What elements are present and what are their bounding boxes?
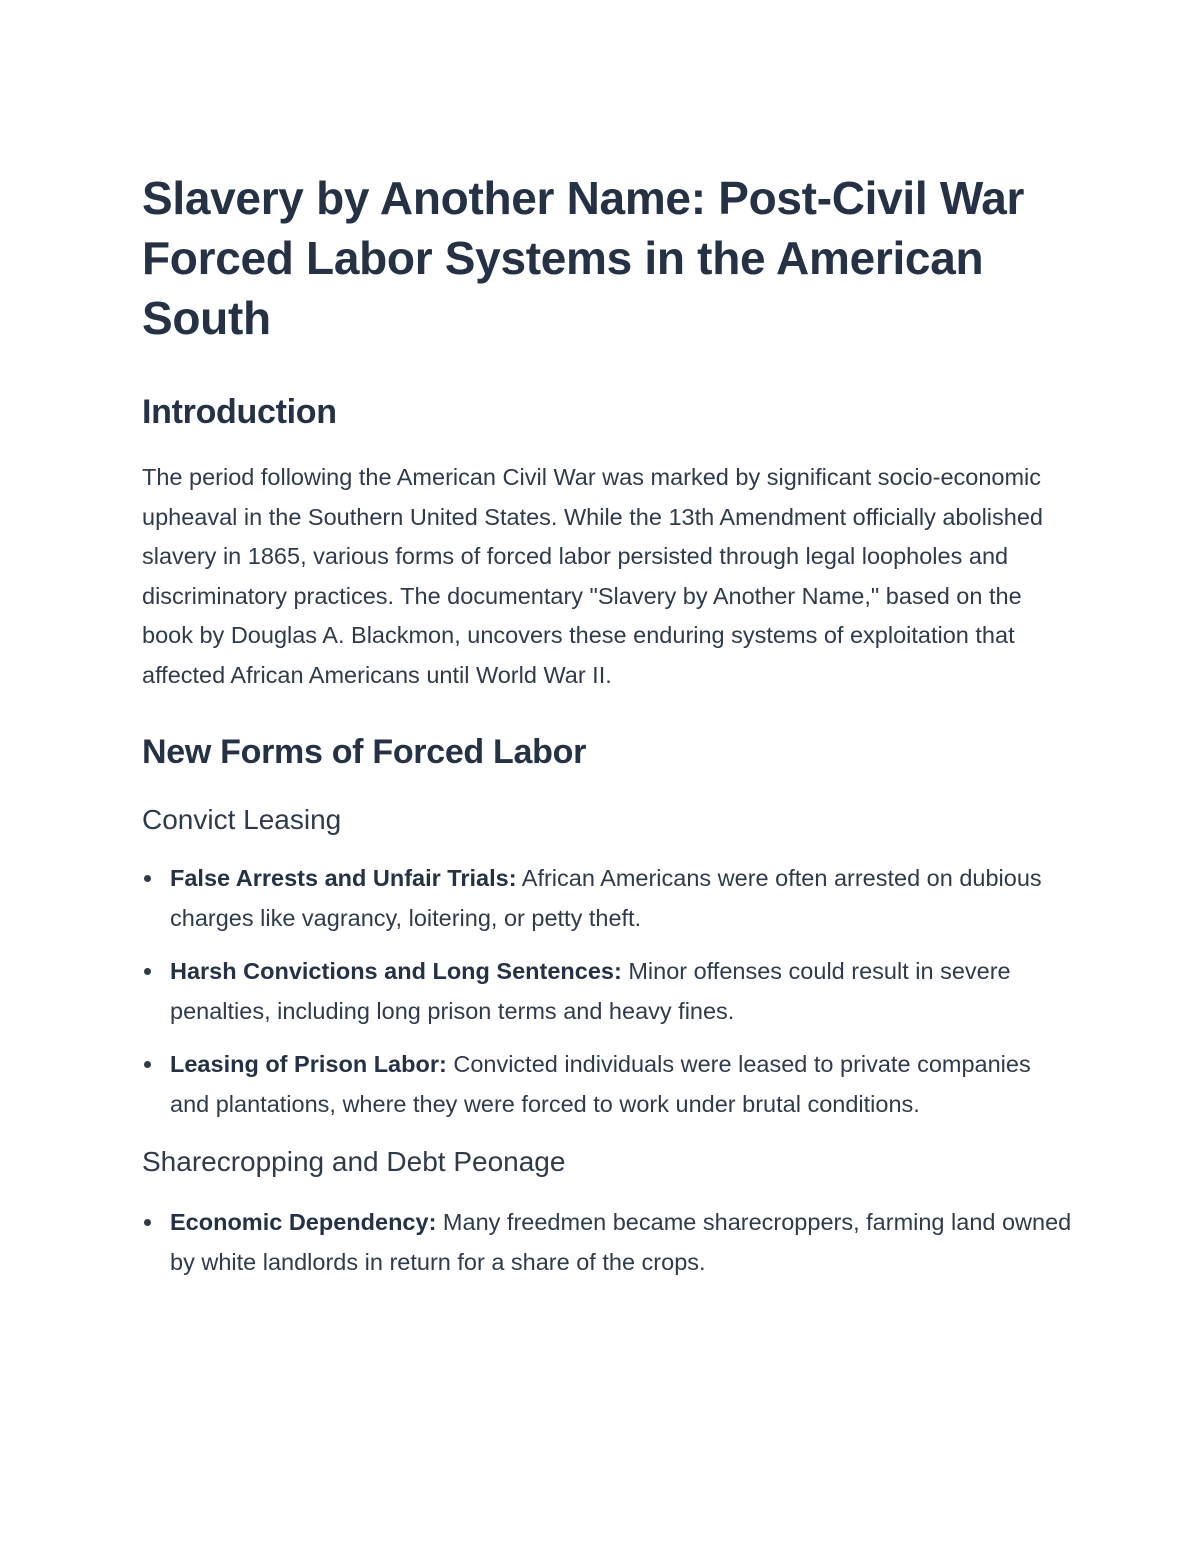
bullet-icon [144,1061,151,1068]
list-item [142,1202,1072,1282]
sharecropping-heading: Sharecropping and Debt Peonage [142,1145,566,1177]
convict-leasing-list [142,858,1072,1124]
document-title: Slavery by Another Name: Post-Civil War Forced Labor Systems in the American South [142,172,1025,344]
bullet-icon [144,1219,151,1226]
forced-labor-heading: New Forms of Forced Labor [142,732,586,771]
bullet-icon [144,875,151,882]
list-item-term: Leasing of Prison Labor: [170,1050,447,1077]
list-item-text: Many freedmen became sharecroppers, farming land owned by white landlords in return for a share of the crops. [170,1208,1072,1275]
list-item-term: False Arrests and Unfair Trials: [170,864,517,891]
introduction-heading: Introduction [142,393,337,431]
convict-leasing-heading: Convict Leasing [142,803,342,835]
list-item-term: Economic Dependency: [170,1208,437,1235]
list-item-text: African Americans were often arrested on dubious charges like vagrancy, loitering, or petty theft. [170,864,1042,931]
sharecropping-list [142,1202,1072,1282]
introduction-paragraph: The period following the American Civil War was marked by significant socio-economic upheaval in the Southern United States. While the 13th Amendment officially abolished slavery in 1865, various forms of forced labor persisted through legal loopholes and discriminatory practices. The documentary "Slavery by Another Name," based on the book by Douglas A. Blackmon, uncovers these enduring systems of exploitation that affected African Americans until World War II. [142,464,1043,688]
list-item-text: Minor offenses could result in severe penalties, including long prison terms and heavy fines. [170,957,1011,1024]
list-item-term: Harsh Convictions and Long Sentences: [170,957,622,984]
document-page [142,168,1072,1295]
list-item [142,858,1072,938]
list-item [142,1044,1072,1124]
bullet-icon [144,968,151,975]
list-item [142,951,1072,1031]
list-item-text: Convicted individuals were leased to private companies and plantations, where they were forced to work under brutal conditions. [170,1050,1031,1117]
